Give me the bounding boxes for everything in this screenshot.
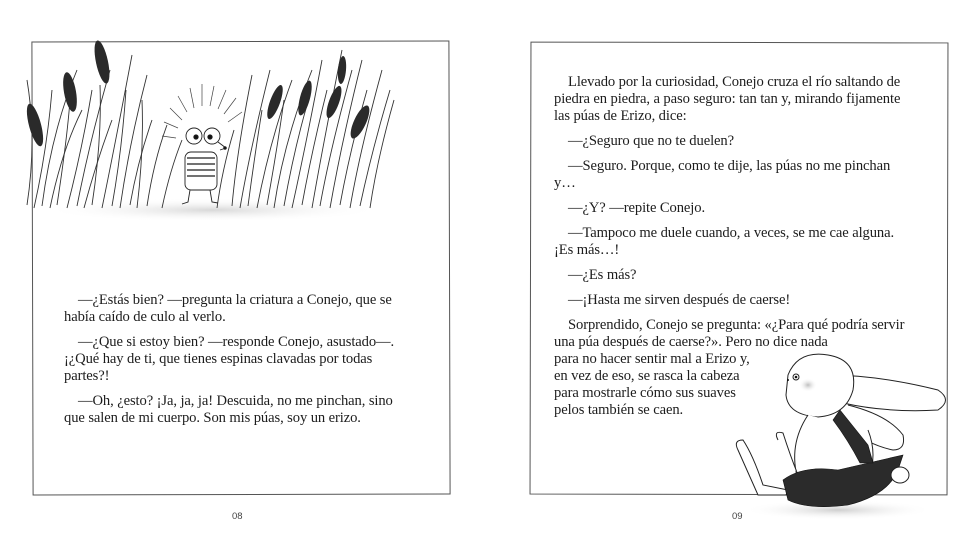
hedgehog-in-reeds-illustration xyxy=(22,30,397,220)
paragraph: —Seguro. Porque, como te dije, las púas no me pinchan y… xyxy=(554,158,891,191)
paragraph-line: para mostrarle cómo sus suaves xyxy=(554,385,736,401)
paragraph-line: Sorprendido, Conejo se pregunta: «¿Para qué podría servir xyxy=(568,317,905,333)
paragraph: —¡Hasta me sirven después de caerse! xyxy=(568,292,791,308)
paragraph: —¿Y? —repite Conejo. xyxy=(568,200,706,216)
paragraph: Llevado por la curiosidad, Conejo cruza el río saltando de piedra en piedra, a paso seguro: tan tan y, mirando fijamente las púas de Erizo, dice: xyxy=(554,74,901,124)
paragraph-line: en vez de eso, se rasca la cabeza xyxy=(554,368,740,384)
page-number: 08 xyxy=(232,511,243,522)
left-page-text xyxy=(64,292,404,435)
paragraph-line: pelos también se caen. xyxy=(554,402,684,418)
paragraph: —¿Que si estoy bien? —responde Conejo, asustado—. ¡¿Qué hay de ti, que tienes espinas clavadas por todas partes?! xyxy=(64,334,395,384)
paragraph: —Oh, ¿esto? ¡Ja, ja, ja! Descuida, no me pinchan, sino que salen de mi cuerpo. Son mis púas, soy un erizo. xyxy=(64,393,393,426)
paragraph: —¿Estás bien? —pregunta la criatura a Conejo, que se había caído de culo al verlo. xyxy=(64,292,392,325)
page-number: 09 xyxy=(732,511,743,522)
rabbit-scratching-head-illustration xyxy=(728,345,953,525)
paragraph: —¿Es más? xyxy=(568,267,637,283)
right-page xyxy=(490,0,980,552)
paragraph-line: para no hacer sentir mal a Erizo y, xyxy=(554,351,750,367)
paragraph: —¿Seguro que no te duelen? xyxy=(568,133,734,149)
paragraph-line: una púa después de caerse?». Pero no dice nada xyxy=(554,334,828,350)
paragraph: —Tampoco me duele cuando, a veces, se me cae alguna. ¡Es más…! xyxy=(554,225,895,258)
